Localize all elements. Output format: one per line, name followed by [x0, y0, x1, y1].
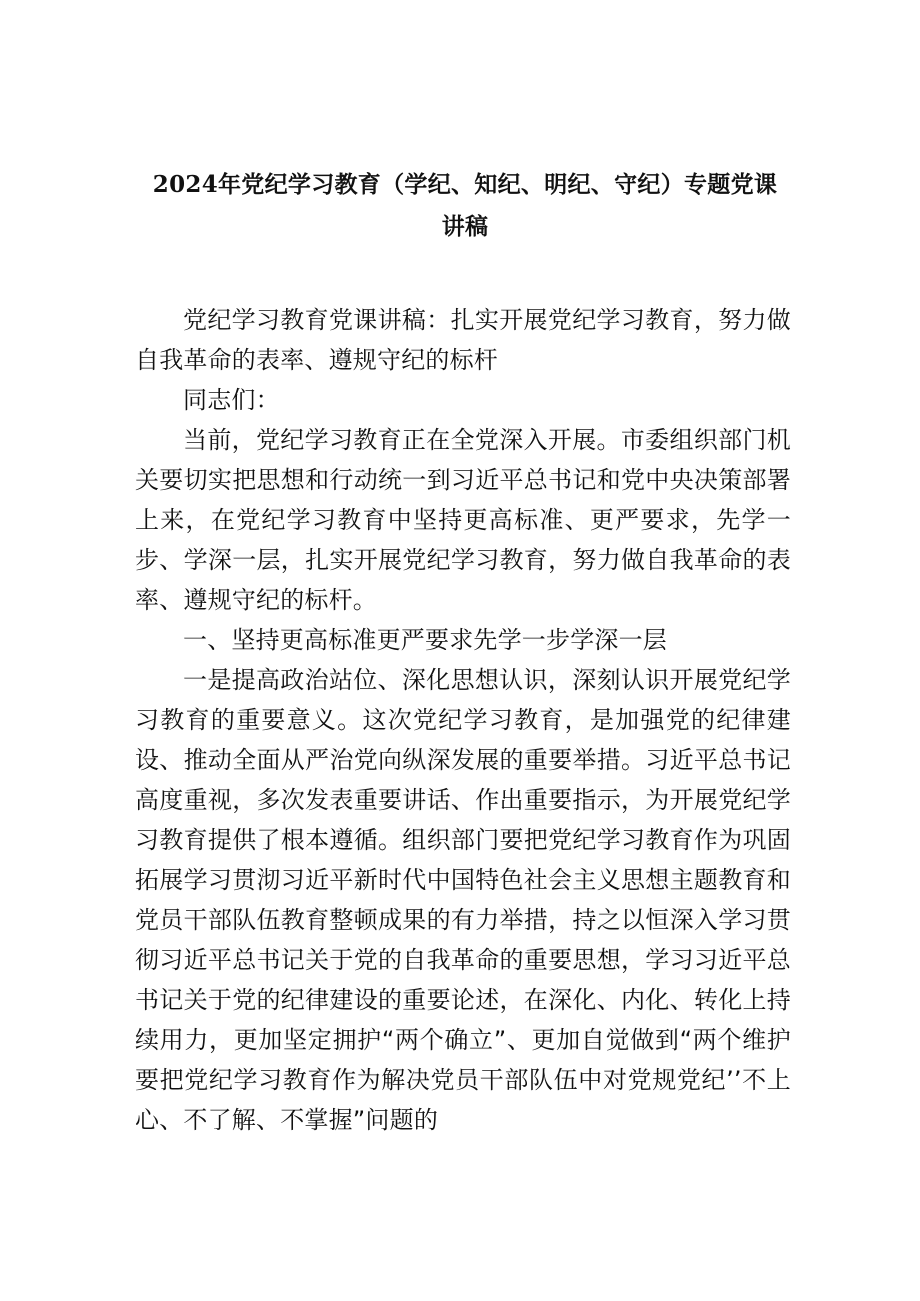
section-heading-1: 一、坚持更高标准更严要求先学一步学深一层 [183, 626, 667, 654]
document-body [135, 300, 791, 1140]
subtitle-paragraph: 党纪学习教育党课讲稿：扎实开展党纪学习教育，努力做自我革命的表率、遵规守纪的标杆 [135, 306, 791, 374]
body-paragraph-1: 一是提高政治站位、深化思想认识，深刻认识开展党纪学习教育的重要意义。这次党纪学习教育，是加强党的纪律建设、推动全面从严治党向纵深发展的重要举措。习近平总书记高度重视，多次发表重要讲话、作出重要指示，为开展党纪学习教育提供了根本遵循。组织部门要把党纪学习教育作为巩固拓展学习贯沏习近平新时代中国特色社会主义思想主题教育和党员干部队伍教育整顿成果的有力举措，持之以恒深入学习贯彻习近平总书记关于党的自我革命的重要思想，学习习近平总书记关于党的纪律建设的重要论述，在深化、内化、转化上持续用力，更加坚定拥护“两个确立”、更加自觉做到“两个维护要把党纪学习教育作为解决党员干部队伍中对党规党纪’’不上心、不了解、不掌握”问题的 [135, 666, 791, 1134]
title-line-1: 2024年党纪学习教育（学纪、知纪、明纪、守纪）专题党课 [152, 171, 778, 198]
salutation-paragraph: 同志们： [183, 386, 280, 414]
document-title [140, 164, 790, 248]
intro-paragraph: 当前，党纪学习教育正在全党深入开展。市委组织部门机关要切实把思想和行动统一到习近平总书记和党中央决策部署上来，在党纪学习教育中坚持更高标准、更严要求，先学一步、学深一层，扎实开展党纪学习教育，努力做自我革命的表率、遵规守纪的标杆。 [135, 426, 791, 614]
title-line-2: 讲稿 [441, 213, 489, 240]
